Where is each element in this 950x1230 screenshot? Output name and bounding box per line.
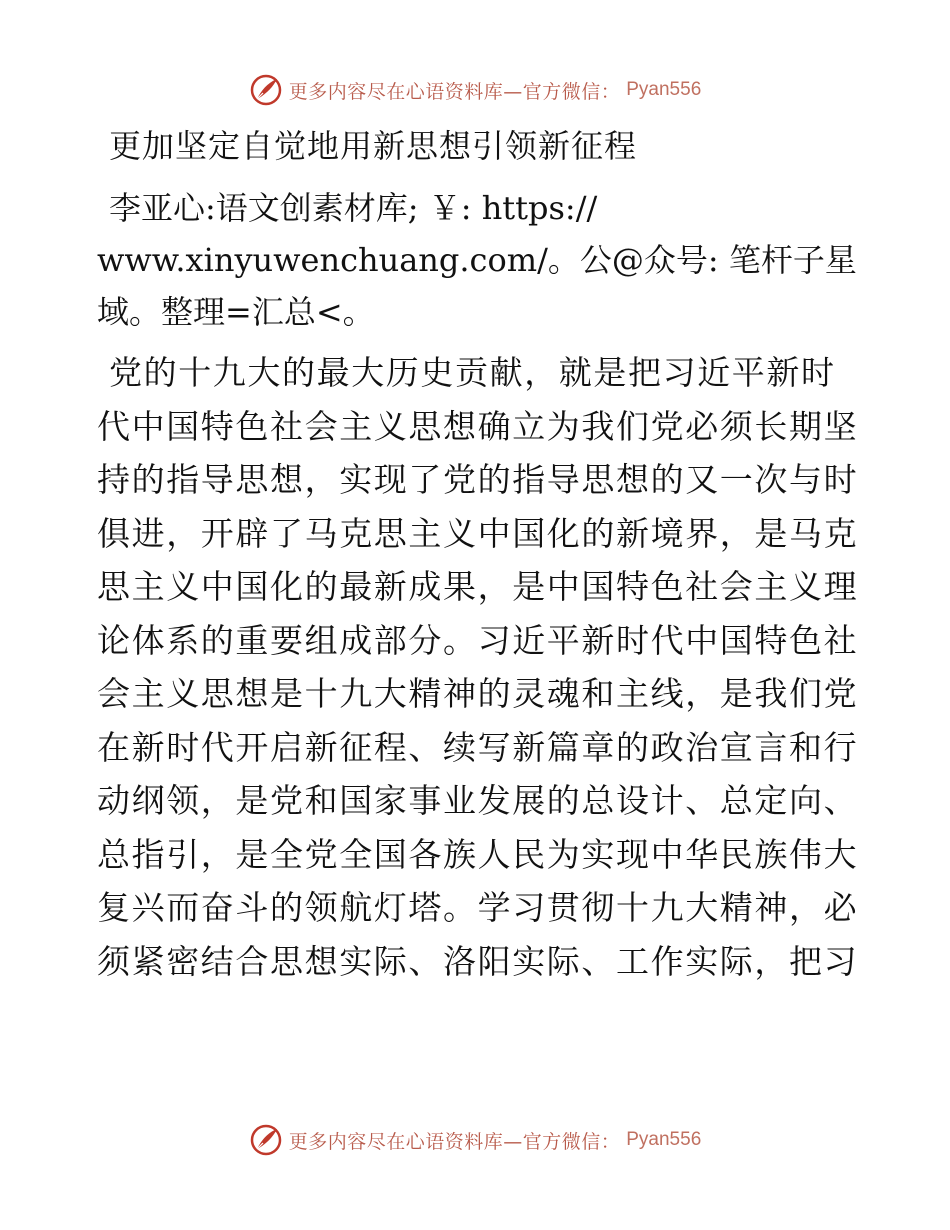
watermark-wechat-id: Pyan556 (626, 1129, 702, 1150)
document-title: 更加坚定自觉地用新思想引领新征程 (109, 127, 638, 165)
feather-pen-logo-icon (249, 1123, 283, 1157)
header-watermark-banner (0, 70, 950, 110)
body-line: 党的十九大的最大历史贡献，就是把习近平新时 (109, 353, 836, 392)
body-paragraph (97, 346, 857, 988)
body-line: 总指引，是全党全国各族人民为实现中华民族伟大 (97, 834, 859, 874)
body-line: 在新时代开启新征程、续写新篇章的政治宣言和行 (97, 727, 859, 767)
feather-pen-logo-icon (249, 73, 283, 107)
watermark-text: 更多内容尽在心语资料库—官方微信： (288, 1130, 621, 1153)
watermark-wechat-id: Pyan556 (626, 79, 702, 100)
footer-watermark-banner (0, 1120, 950, 1160)
body-line: 动纲领，是党和国家事业发展的总设计、总定向、 (97, 781, 859, 820)
document-content (97, 120, 857, 988)
source-line: www.xinyuwenchuang.com/。公@众号: 笔杆子星 (97, 241, 857, 279)
watermark-text: 更多内容尽在心语资料库—官方微信： (288, 80, 621, 103)
source-line: 李亚心:语文创素材库; ￥: https:// (109, 189, 598, 227)
body-line: 须紧密结合思想实际、洛阳实际、工作实际，把习 (97, 941, 859, 981)
body-line: 会主义思想是十九大精神的灵魂和主线，是我们党 (97, 674, 859, 713)
body-line: 代中国特色社会主义思想确立为我们党必须长期坚 (97, 406, 859, 446)
body-line: 论体系的重要组成部分。习近平新时代中国特色社 (97, 620, 859, 660)
body-line: 俱进，开辟了马克思主义中国化的新境界，是马克 (97, 513, 859, 553)
body-line: 复兴而奋斗的领航灯塔。学习贯彻十九大精神，必 (97, 888, 859, 927)
body-line: 思主义中国化的最新成果，是中国特色社会主义理 (97, 567, 859, 606)
source-note (97, 182, 857, 338)
source-line: 域。整理=汇总<。 (97, 293, 375, 331)
body-line: 持的指导思想，实现了党的指导思想的又一次与时 (97, 460, 859, 499)
